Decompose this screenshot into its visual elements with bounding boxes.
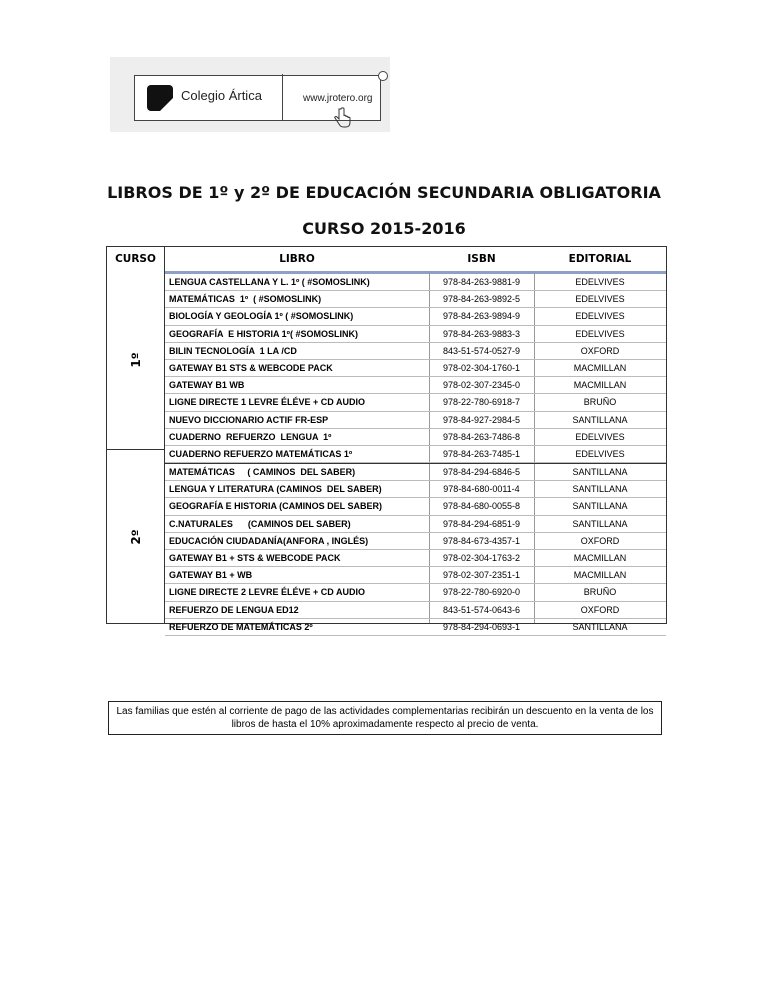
isbn-cell: 843-51-574-0643-6 <box>442 604 521 615</box>
book-title-cell: GATEWAY B1 STS & WEBCODE PACK <box>169 362 333 373</box>
publisher-cell: EDELVIVES <box>575 277 625 287</box>
table-row <box>165 343 666 360</box>
page-title: LIBROS DE 1º y 2º DE EDUCACIÓN SECUNDARIA OBLIGATORIA <box>107 183 661 202</box>
book-title-cell: NUEVO DICCIONARIO ACTIF FR-ESP <box>169 414 329 425</box>
book-title-cell: MATEMÁTICAS ( CAMINOS DEL SABER) <box>169 467 356 478</box>
table-row <box>165 446 666 463</box>
course-year-title: CURSO 2015-2016 <box>302 219 466 238</box>
table-row <box>165 619 666 636</box>
table-row <box>165 429 666 446</box>
table-row <box>165 550 666 567</box>
table-row <box>165 308 666 325</box>
isbn-cell: 978-02-304-1763-2 <box>442 553 521 563</box>
publisher-cell: SANTILLANA <box>572 484 628 495</box>
pointer-hand-icon <box>332 107 352 129</box>
discount-note: Las familias que estén al corriente de pago de las actividades complementarias recibirán un descuento en la venta de los libros de hasta el 10% aproximadamente respecto al precio de venta. <box>108 701 662 735</box>
book-title-cell: C.NATURALES (CAMINOS DEL SABER) <box>169 518 351 529</box>
book-title-cell: CUADERNO REFUERZO MATEMÁTICAS 1º <box>169 448 353 459</box>
isbn-cell: 978-84-263-9892-5 <box>442 294 521 305</box>
publisher-cell: OXFORD <box>580 345 620 356</box>
book-title-cell: GATEWAY B1 WB <box>169 380 245 391</box>
publisher-cell: SANTILLANA <box>572 414 628 425</box>
book-title-cell: LENGUA CASTELLANA Y L. 1º ( #SOMOSLINK) <box>169 277 370 287</box>
book-title-cell: REFUERZO DE LENGUA ED12 <box>169 604 299 615</box>
table-row <box>165 412 666 429</box>
table-row <box>165 291 666 308</box>
table-row <box>165 567 666 584</box>
publisher-cell: SANTILLANA <box>572 518 628 529</box>
isbn-cell: 978-84-263-9894-9 <box>442 311 521 322</box>
table-row <box>165 326 666 343</box>
header-libro: LIBRO <box>279 253 315 265</box>
publisher-cell: BRUÑO <box>583 397 617 408</box>
header-editorial: EDITORIAL <box>568 253 632 265</box>
book-title-cell: EDUCACIÓN CIUDADANÍA(ANFORA , INGLÉS) <box>169 535 369 546</box>
table-row <box>165 498 666 515</box>
book-title-cell: GEOGRAFÍA E HISTORIA (CAMINOS DEL SABER) <box>169 501 383 512</box>
publisher-cell: EDELVIVES <box>575 431 625 442</box>
book-title-cell: LENGUA Y LITERATURA (CAMINOS DEL SABER) <box>169 484 382 495</box>
publisher-cell: MACMILLAN <box>573 553 627 563</box>
isbn-cell: 978-84-680-0011-4 <box>443 484 520 495</box>
publisher-cell: SANTILLANA <box>572 467 628 478</box>
table-row <box>165 274 666 291</box>
isbn-cell: 978-84-680-0055-8 <box>442 501 521 512</box>
logo-connector-line <box>283 75 378 76</box>
book-title-cell: BILIN TECNOLOGÍA 1 LA /CD <box>169 345 297 356</box>
book-title-cell: GEOGRAFÍA E HISTORIA 1º( #SOMOSLINK) <box>169 328 358 339</box>
book-title-cell: REFUERZO DE MATEMÁTICAS 2º <box>169 621 313 632</box>
table-row <box>165 481 666 498</box>
publisher-cell: EDELVIVES <box>575 448 625 459</box>
isbn-cell: 978-84-263-9881-9 <box>442 277 521 287</box>
book-title-cell: BIOLOGÍA Y GEOLOGÍA 1º ( #SOMOSLINK) <box>169 311 354 322</box>
publisher-cell: MACMILLAN <box>573 570 627 581</box>
school-name: Colegio Ártica <box>181 88 262 103</box>
publisher-cell: BRUÑO <box>583 587 617 598</box>
publisher-cell: EDELVIVES <box>575 328 625 339</box>
publisher-cell: EDELVIVES <box>575 311 625 322</box>
school-logo <box>110 57 390 132</box>
header-curso: CURSO <box>107 247 165 271</box>
table-row <box>165 533 666 550</box>
table-row <box>165 377 666 394</box>
isbn-cell: 978-84-294-6851-9 <box>442 518 521 529</box>
isbn-cell: 843-51-574-0527-9 <box>442 345 521 356</box>
isbn-cell: 978-84-294-6846-5 <box>442 467 521 478</box>
isbn-cell: 978-02-307-2351-1 <box>442 570 521 581</box>
website-url: www.jrotero.org <box>303 93 373 104</box>
publisher-cell: OXFORD <box>580 535 620 546</box>
publisher-cell: EDELVIVES <box>575 294 625 305</box>
book-title-cell: CUADERNO REFUERZO LENGUA 1º <box>169 431 332 442</box>
year-label: 1º <box>128 352 143 368</box>
book-title-cell: LIGNE DIRECTE 1 LEVRE ÉLÉVE + CD AUDIO <box>169 397 365 408</box>
table-row <box>165 360 666 377</box>
publisher-cell: MACMILLAN <box>573 380 627 391</box>
publisher-cell: SANTILLANA <box>572 501 628 512</box>
books-table <box>106 246 667 632</box>
year-cell-1 <box>107 271 165 450</box>
book-title-cell: LIGNE DIRECTE 2 LEVRE ÉLÉVE + CD AUDIO <box>169 587 365 598</box>
table-body <box>165 274 666 636</box>
table-row <box>165 394 666 411</box>
table-row <box>165 516 666 533</box>
book-title-cell: GATEWAY B1 + WB <box>169 570 253 581</box>
isbn-cell: 978-84-927-2984-5 <box>442 414 521 425</box>
isbn-cell: 978-84-294-0693-1 <box>442 621 521 632</box>
logo-mark-icon <box>147 85 173 111</box>
table-row <box>165 584 666 601</box>
logo-connector-dot <box>378 71 388 81</box>
isbn-cell: 978-84-673-4357-1 <box>442 535 521 546</box>
year-label: 2º <box>128 528 143 545</box>
year-cell-2 <box>107 450 165 623</box>
logo-divider <box>282 74 283 121</box>
isbn-cell: 978-84-263-9883-3 <box>442 328 521 339</box>
publisher-cell: MACMILLAN <box>573 362 627 373</box>
isbn-cell: 978-84-263-7486-8 <box>442 431 521 442</box>
book-title-cell: GATEWAY B1 + STS & WEBCODE PACK <box>169 553 341 563</box>
publisher-cell: SANTILLANA <box>572 621 628 632</box>
isbn-cell: 978-84-263-7485-1 <box>442 448 521 459</box>
isbn-cell: 978-02-304-1760-1 <box>442 362 521 373</box>
header-isbn: ISBN <box>467 253 496 265</box>
isbn-cell: 978-22-780-6920-0 <box>442 587 521 598</box>
isbn-cell: 978-02-307-2345-0 <box>442 380 521 391</box>
book-title-cell: MATEMÁTICAS 1º ( #SOMOSLINK) <box>169 294 322 305</box>
publisher-cell: OXFORD <box>580 604 620 615</box>
table-row <box>165 602 666 619</box>
table-row <box>165 463 666 481</box>
isbn-cell: 978-22-780-6918-7 <box>442 397 521 408</box>
